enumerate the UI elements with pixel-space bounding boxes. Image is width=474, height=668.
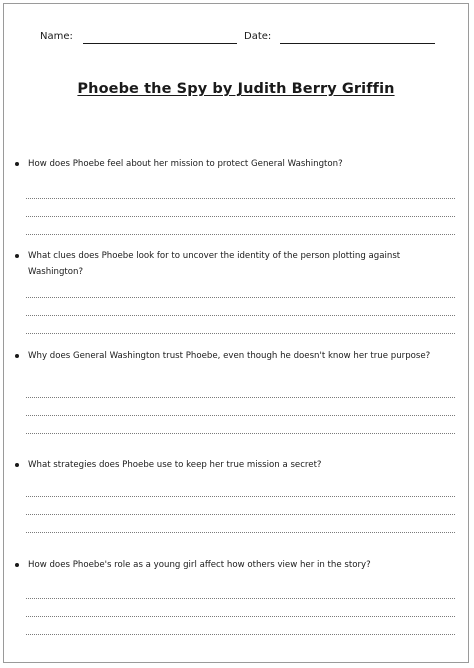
worksheet-title: Phoebe the Spy by Judith Berry Griffin [77, 81, 395, 97]
question-item [15, 156, 455, 172]
question-item [15, 348, 455, 364]
date-label: Date: [244, 31, 272, 42]
answer-line[interactable] [26, 315, 455, 316]
answer-line[interactable] [26, 532, 455, 533]
answer-line[interactable] [26, 234, 455, 235]
answer-line[interactable] [26, 415, 455, 416]
answer-line[interactable] [26, 333, 455, 334]
answer-line[interactable] [26, 198, 455, 199]
answer-line[interactable] [26, 496, 455, 497]
answer-line[interactable] [26, 433, 455, 434]
name-field-line[interactable] [83, 43, 237, 44]
bullet-icon [15, 563, 19, 567]
answer-line[interactable] [26, 598, 455, 599]
answer-line[interactable] [26, 514, 455, 515]
answer-line[interactable] [26, 216, 455, 217]
question-item [15, 457, 455, 473]
date-field-line[interactable] [280, 43, 435, 44]
question-text: How does Phoebe's role as a young girl affect how others view her in the story? [15, 557, 455, 573]
name-label: Name: [40, 31, 73, 42]
answer-line[interactable] [26, 616, 455, 617]
answer-line[interactable] [26, 397, 455, 398]
question-text: Why does General Washington trust Phoebe, even though he doesn't know her true purpose? [15, 348, 455, 364]
question-item [15, 248, 455, 280]
answer-line[interactable] [26, 634, 455, 635]
question-item [15, 557, 455, 573]
bullet-icon [15, 354, 19, 358]
header-row [4, 30, 468, 46]
answer-line[interactable] [26, 297, 455, 298]
worksheet-page [3, 3, 469, 663]
bullet-icon [15, 463, 19, 467]
bullet-icon [15, 162, 19, 166]
bullet-icon [15, 254, 19, 258]
question-text: What strategies does Phoebe use to keep her true mission a secret? [15, 457, 455, 473]
question-text: What clues does Phoebe look for to uncover the identity of the person plotting against Washington? [15, 248, 455, 280]
question-text: How does Phoebe feel about her mission to protect General Washington? [15, 156, 455, 172]
